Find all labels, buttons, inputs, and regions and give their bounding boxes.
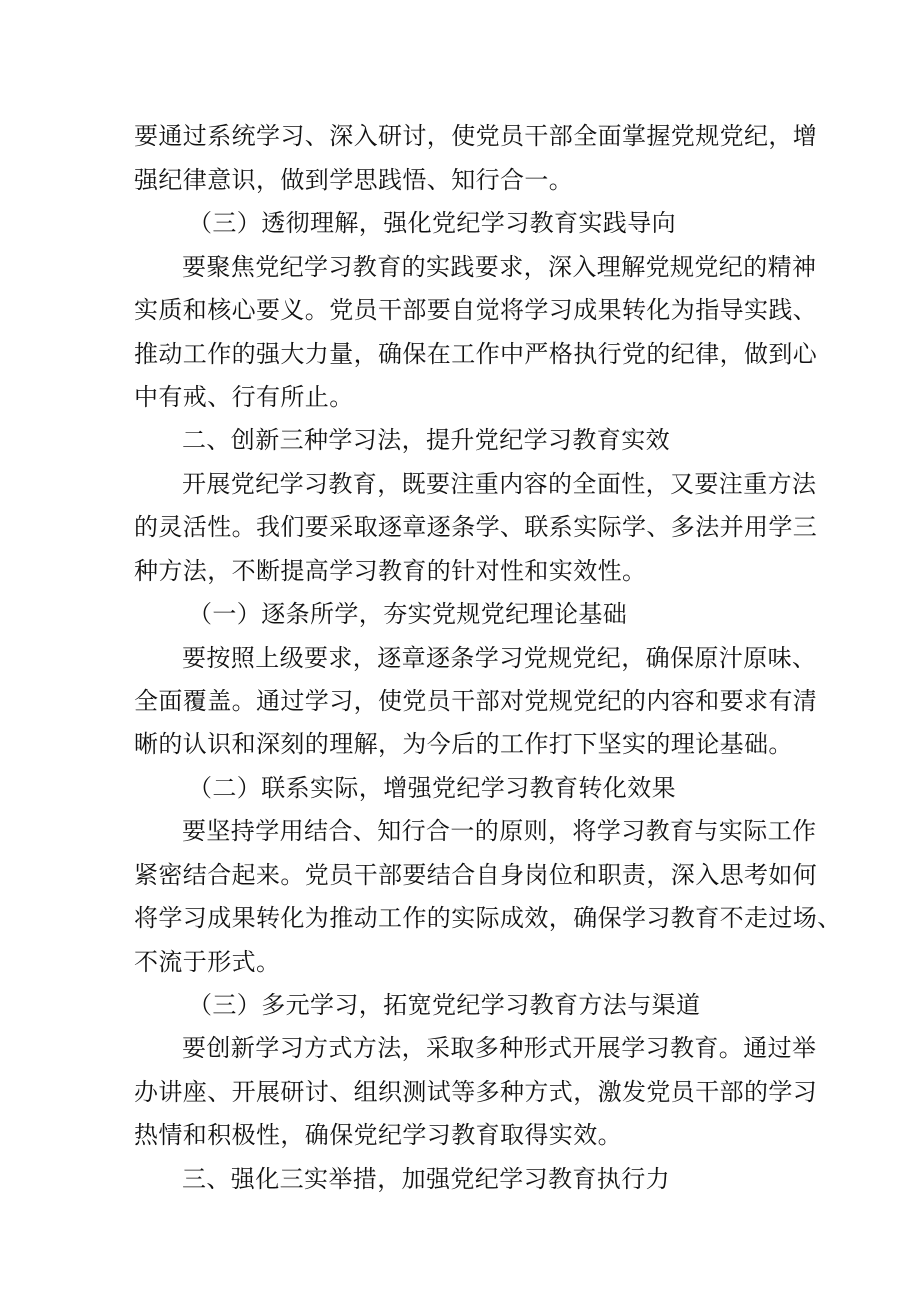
subsection-heading: （一）逐条所学，夯实党规党纪理论基础 (188, 600, 628, 628)
body-text-line: 办讲座、开展研讨、组织测试等多种方式，激发党员干部的学习 (134, 1078, 818, 1106)
body-text-line: 要坚持学用结合、知行合一的原则，将学习教育与实际工作 (182, 817, 817, 845)
body-text-line: 实质和核心要义。党员干部要自觉将学习成果转化为指导实践、 (134, 296, 818, 324)
subsection-heading: （三）透彻理解，强化党纪学习教育实践导向 (188, 209, 676, 237)
body-text-line: 晰的认识和深刻的理解，为今后的工作打下坚实的理论基础。 (134, 730, 793, 758)
body-text-line: 种方法，不断提高学习教育的针对性和实效性。 (134, 557, 647, 585)
section-heading: 二、创新三种学习法，提升党纪学习教育实效 (182, 426, 670, 454)
body-text-line: 的灵活性。我们要采取逐章逐条学、联系实际学、多法并用学三 (134, 513, 818, 541)
body-text-line: 热情和积极性，确保党纪学习教育取得实效。 (134, 1121, 622, 1149)
subsection-heading: （二）联系实际，增强党纪学习教育转化效果 (188, 774, 676, 802)
body-text-line: 不流于形式。 (134, 948, 281, 976)
body-text-line: 中有戒、行有所止。 (134, 383, 354, 411)
body-text-line: 要聚焦党纪学习教育的实践要求，深入理解党规党纪的精神 (182, 253, 817, 281)
body-text-line: 要按照上级要求，逐章逐条学习党规党纪，确保原汁原味、 (182, 644, 817, 672)
body-text-line: 开展党纪学习教育，既要注重内容的全面性，又要注重方法 (182, 470, 817, 498)
body-text-line: 全面覆盖。通过学习，使党员干部对党规党纪的内容和要求有清 (134, 687, 818, 715)
section-heading: 三、强化三实举措，加强党纪学习教育执行力 (182, 1165, 670, 1193)
body-text-line: 紧密结合起来。党员干部要结合自身岗位和职责，深入思考如何 (134, 861, 818, 889)
body-text-line: 强纪律意识，做到学思践悟、知行合一。 (134, 166, 574, 194)
body-text-line: 将学习成果转化为推动工作的实际成效，确保学习教育不走过场、 (134, 904, 842, 932)
body-text-line: 要创新学习方式方法，采取多种形式开展学习教育。通过举 (182, 1034, 817, 1062)
subsection-heading: （三）多元学习，拓宽党纪学习教育方法与渠道 (188, 991, 701, 1019)
body-text-line: 推动工作的强大力量，确保在工作中严格执行党的纪律，做到心 (134, 340, 818, 368)
body-text-line: 要通过系统学习、深入研讨，使党员干部全面掌握党规党纪，增 (134, 122, 818, 150)
